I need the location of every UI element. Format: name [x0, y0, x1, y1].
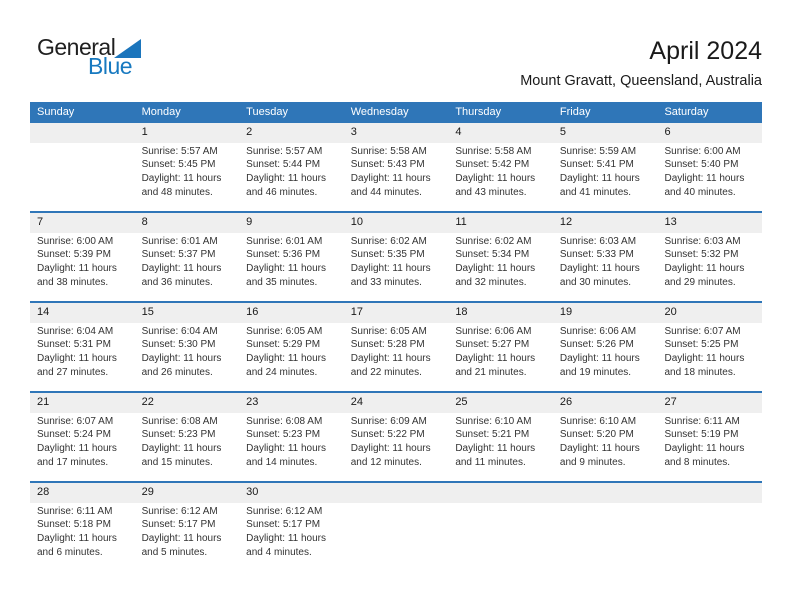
sunrise-text: Sunrise: 6:12 AM: [141, 505, 218, 517]
empty-band-cell: [344, 483, 449, 503]
day-cell: [239, 413, 344, 481]
daylight-text: Daylight: 11 hours and 17 minutes.: [37, 443, 117, 468]
location-subtitle: Mount Gravatt, Queensland, Australia: [520, 72, 762, 89]
day-number: 22: [141, 395, 154, 408]
daylight-text: Daylight: 11 hours and 4 minutes.: [246, 533, 327, 558]
sunset-text: Sunset: 5:26 PM: [559, 339, 634, 351]
day-number: 10: [350, 215, 363, 228]
day-cell: [344, 323, 449, 391]
day-number: 5: [559, 125, 567, 138]
weekday-header-cell: Thursday: [455, 105, 502, 118]
day-cell: [135, 143, 240, 211]
daylight-text: Daylight: 11 hours and 46 minutes.: [246, 173, 327, 198]
sunset-text: Sunset: 5:44 PM: [246, 159, 321, 171]
day-number: 6: [664, 125, 671, 138]
day-cell: [239, 233, 344, 301]
day-cell: [657, 233, 762, 301]
empty-day-cell: [657, 503, 762, 571]
sunrise-text: Sunrise: 6:08 AM: [141, 415, 218, 427]
daylight-text: Daylight: 11 hours and 40 minutes.: [664, 173, 745, 198]
day-number: 20: [664, 305, 677, 318]
day-cell: [239, 503, 344, 571]
day-number: 30: [246, 485, 259, 498]
sunrise-text: Sunrise: 5:57 AM: [246, 145, 323, 157]
sunset-text: Sunset: 5:34 PM: [455, 249, 530, 261]
sunset-text: Sunset: 5:23 PM: [141, 429, 216, 441]
sunset-text: Sunset: 5:40 PM: [664, 159, 739, 171]
day-number: 11: [455, 215, 467, 228]
sunrise-text: Sunrise: 6:03 AM: [559, 235, 637, 247]
day-cell: [344, 413, 449, 481]
day-number: 15: [141, 305, 154, 318]
page-header: [0, 0, 792, 89]
logo-text-general: General: [37, 34, 116, 60]
day-cell: [448, 323, 553, 391]
day-cell: [553, 413, 658, 481]
sunrise-text: Sunrise: 6:03 AM: [664, 235, 741, 247]
weekday-header-cell: Wednesday: [350, 105, 409, 118]
daylight-text: Daylight: 11 hours and 38 minutes.: [37, 263, 117, 288]
sunset-text: Sunset: 5:19 PM: [664, 429, 739, 441]
sunset-text: Sunset: 5:37 PM: [141, 249, 216, 261]
day-cell: [239, 323, 344, 391]
empty-band-cell: [657, 483, 762, 503]
day-cell: [344, 143, 449, 211]
empty-band-cell: [30, 123, 135, 143]
week-row: [30, 211, 762, 301]
sunrise-text: Sunrise: 6:11 AM: [664, 415, 740, 427]
sunset-text: Sunset: 5:23 PM: [246, 429, 321, 441]
daylight-text: Daylight: 11 hours and 35 minutes.: [246, 263, 327, 288]
daylight-text: Daylight: 11 hours and 36 minutes.: [141, 263, 222, 288]
day-number: 3: [350, 125, 357, 138]
day-cell: [553, 323, 658, 391]
sunset-text: Sunset: 5:27 PM: [455, 339, 530, 351]
sunset-text: Sunset: 5:17 PM: [246, 519, 321, 531]
day-number: 23: [246, 395, 259, 408]
day-cell: [657, 323, 762, 391]
general-blue-logo: [30, 36, 141, 78]
day-number: 14: [37, 305, 50, 318]
sunrise-text: Sunrise: 6:10 AM: [455, 415, 532, 427]
sunrise-text: Sunrise: 5:58 AM: [455, 145, 532, 157]
sunset-text: Sunset: 5:45 PM: [141, 159, 216, 171]
day-cell: [30, 323, 135, 391]
sunrise-text: Sunrise: 6:00 AM: [664, 145, 741, 157]
day-cell: [239, 143, 344, 211]
day-number-band: [30, 123, 762, 143]
daylight-text: Daylight: 11 hours and 43 minutes.: [455, 173, 536, 198]
day-number-band: [30, 393, 762, 413]
sunset-text: Sunset: 5:20 PM: [559, 429, 634, 441]
daylight-text: Daylight: 11 hours and 6 minutes.: [37, 533, 117, 558]
day-number: 26: [559, 395, 573, 408]
day-cell: [30, 503, 135, 571]
sunset-text: Sunset: 5:30 PM: [141, 339, 216, 351]
daylight-text: Daylight: 11 hours and 8 minutes.: [664, 443, 745, 468]
sunset-text: Sunset: 5:39 PM: [37, 249, 111, 261]
day-number: 12: [559, 215, 573, 228]
week-details-row: [30, 143, 762, 211]
sunrise-text: Sunrise: 6:01 AM: [141, 235, 218, 247]
day-number: 27: [664, 395, 677, 408]
daylight-text: Daylight: 11 hours and 27 minutes.: [37, 353, 117, 378]
sunset-text: Sunset: 5:31 PM: [37, 339, 111, 351]
sunrise-text: Sunrise: 5:58 AM: [350, 145, 427, 157]
sunset-text: Sunset: 5:21 PM: [455, 429, 530, 441]
sunset-text: Sunset: 5:17 PM: [141, 519, 216, 531]
week-details-row: [30, 323, 762, 391]
daylight-text: Daylight: 11 hours and 18 minutes.: [664, 353, 745, 378]
weekday-header-cell: Friday: [559, 105, 591, 118]
day-number: 19: [559, 305, 573, 318]
daylight-text: Daylight: 11 hours and 5 minutes.: [141, 533, 222, 558]
sunset-text: Sunset: 5:28 PM: [350, 339, 425, 351]
sunrise-text: Sunrise: 6:07 AM: [664, 325, 741, 337]
day-number: 18: [455, 305, 468, 318]
day-number-band: [30, 213, 762, 233]
sunset-text: Sunset: 5:32 PM: [664, 249, 739, 261]
empty-day-cell: [30, 143, 135, 211]
sunset-text: Sunset: 5:29 PM: [246, 339, 321, 351]
daylight-text: Daylight: 11 hours and 44 minutes.: [350, 173, 431, 198]
weekday-header-cell: Monday: [141, 105, 181, 118]
day-number: 17: [350, 305, 363, 318]
sunrise-text: Sunrise: 6:02 AM: [350, 235, 427, 247]
week-row: [30, 391, 762, 481]
week-details-row: [30, 233, 762, 301]
day-cell: [135, 503, 240, 571]
daylight-text: Daylight: 11 hours and 32 minutes.: [455, 263, 536, 288]
sunrise-text: Sunrise: 6:08 AM: [246, 415, 323, 427]
sunrise-text: Sunrise: 6:06 AM: [455, 325, 532, 337]
day-number: 4: [455, 125, 462, 138]
sunset-text: Sunset: 5:22 PM: [350, 429, 425, 441]
sunrise-text: Sunrise: 6:09 AM: [350, 415, 427, 427]
weekday-header-row: [30, 102, 762, 123]
daylight-text: Daylight: 11 hours and 48 minutes.: [141, 173, 222, 198]
sunrise-text: Sunrise: 6:02 AM: [455, 235, 532, 247]
day-number: 2: [246, 125, 253, 138]
sunrise-text: Sunrise: 5:59 AM: [559, 145, 637, 157]
logo-text-blue: Blue: [88, 53, 133, 79]
sunrise-text: Sunrise: 6:05 AM: [350, 325, 427, 337]
day-cell: [448, 413, 553, 481]
day-cell: [135, 323, 240, 391]
week-details-row: [30, 413, 762, 481]
sunrise-text: Sunrise: 6:05 AM: [246, 325, 323, 337]
day-number: 25: [455, 395, 468, 408]
sunrise-text: Sunrise: 6:01 AM: [246, 235, 323, 247]
day-cell: [135, 233, 240, 301]
sunrise-text: Sunrise: 6:06 AM: [559, 325, 637, 337]
sunset-text: Sunset: 5:33 PM: [559, 249, 634, 261]
sunset-text: Sunset: 5:36 PM: [246, 249, 321, 261]
sunset-text: Sunset: 5:25 PM: [664, 339, 739, 351]
weekday-header-cell: Saturday: [664, 105, 709, 118]
daylight-text: Daylight: 11 hours and 21 minutes.: [455, 353, 536, 378]
sunrise-text: Sunrise: 6:04 AM: [37, 325, 114, 337]
day-number: 9: [246, 215, 253, 228]
empty-day-cell: [344, 503, 449, 571]
empty-band-cell: [553, 483, 658, 503]
daylight-text: Daylight: 11 hours and 24 minutes.: [246, 353, 327, 378]
weekday-header-cell: Tuesday: [246, 105, 288, 118]
day-number: 13: [664, 215, 677, 228]
daylight-text: Daylight: 11 hours and 9 minutes.: [559, 443, 640, 468]
weekday-header-cell: Sunday: [37, 105, 75, 118]
sunrise-text: Sunrise: 6:10 AM: [559, 415, 637, 427]
day-cell: [344, 233, 449, 301]
week-details-row: [30, 503, 762, 571]
daylight-text: Daylight: 11 hours and 26 minutes.: [141, 353, 222, 378]
daylight-text: Daylight: 11 hours and 19 minutes.: [559, 353, 640, 378]
sunrise-text: Sunrise: 6:11 AM: [37, 505, 113, 517]
day-number: 24: [350, 395, 363, 408]
empty-day-cell: [448, 503, 553, 571]
day-cell: [657, 143, 762, 211]
sunset-text: Sunset: 5:41 PM: [559, 159, 634, 171]
sunrise-text: Sunrise: 6:04 AM: [141, 325, 218, 337]
day-cell: [135, 413, 240, 481]
daylight-text: Daylight: 11 hours and 33 minutes.: [350, 263, 431, 288]
sunset-text: Sunset: 5:24 PM: [37, 429, 111, 441]
title-block: [520, 38, 762, 89]
sunset-text: Sunset: 5:35 PM: [350, 249, 425, 261]
sunrise-text: Sunrise: 6:00 AM: [37, 235, 114, 247]
day-number: 28: [37, 485, 50, 498]
daylight-text: Daylight: 11 hours and 14 minutes.: [246, 443, 327, 468]
week-row: [30, 481, 762, 571]
empty-day-cell: [553, 503, 658, 571]
sunrise-text: Sunrise: 5:57 AM: [141, 145, 218, 157]
daylight-text: Daylight: 11 hours and 22 minutes.: [350, 353, 431, 378]
daylight-text: Daylight: 11 hours and 41 minutes.: [559, 173, 640, 198]
page-title: April 2024: [649, 37, 762, 65]
day-number: 21: [37, 395, 50, 408]
day-number: 1: [141, 125, 148, 138]
day-cell: [30, 413, 135, 481]
day-cell: [553, 143, 658, 211]
sunset-text: Sunset: 5:43 PM: [350, 159, 425, 171]
week-row: [30, 123, 762, 211]
day-number: 8: [141, 215, 148, 228]
day-number: 16: [246, 305, 259, 318]
daylight-text: Daylight: 11 hours and 12 minutes.: [350, 443, 431, 468]
day-cell: [657, 413, 762, 481]
day-cell: [448, 143, 553, 211]
daylight-text: Daylight: 11 hours and 30 minutes.: [559, 263, 640, 288]
sunrise-text: Sunrise: 6:12 AM: [246, 505, 323, 517]
daylight-text: Daylight: 11 hours and 29 minutes.: [664, 263, 745, 288]
sunset-text: Sunset: 5:18 PM: [37, 519, 111, 531]
day-cell: [30, 233, 135, 301]
sunrise-text: Sunrise: 6:07 AM: [37, 415, 114, 427]
daylight-text: Daylight: 11 hours and 15 minutes.: [141, 443, 222, 468]
day-number: 7: [37, 215, 44, 228]
day-cell: [448, 233, 553, 301]
day-number-band: [30, 483, 762, 503]
empty-band-cell: [448, 483, 553, 503]
sunset-text: Sunset: 5:42 PM: [455, 159, 530, 171]
calendar-table: [30, 102, 762, 571]
week-row: [30, 301, 762, 391]
day-number-band: [30, 303, 762, 323]
day-number: 29: [141, 485, 154, 498]
calendar-weeks: [30, 123, 762, 571]
daylight-text: Daylight: 11 hours and 11 minutes.: [455, 443, 536, 468]
day-cell: [553, 233, 658, 301]
